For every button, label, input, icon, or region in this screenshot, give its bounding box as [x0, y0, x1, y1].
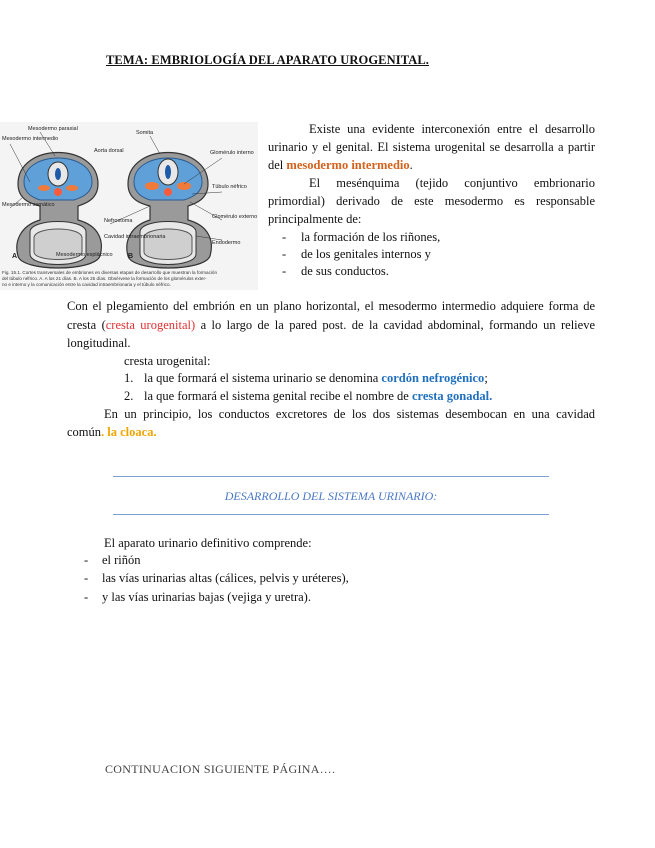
label-endodermo: Endodermo	[212, 240, 241, 246]
section-title: DESARROLLO DEL SISTEMA URINARIO:	[224, 489, 438, 503]
embryo-figure	[0, 122, 258, 290]
highlight-cresta-gonadal: cresta gonadal.	[411, 389, 493, 403]
embryo-cross-section-illustration	[0, 122, 258, 290]
label-mesodermo-paraxial: Mesodermo paraxial	[28, 126, 78, 132]
figure-caption-line: no e interno y la comunicación entre la cavidad intraembrionaria y el túbulo néfrico.	[2, 282, 171, 287]
intro-line: Existe una evidente interconexión entre el desarrollo	[309, 122, 595, 136]
body-line: Con el plegamiento del embrión en un plano horizontal, el mesodermo intermedio adquiere forma de	[67, 299, 595, 313]
divider-top	[113, 476, 549, 477]
list-item: - de sus conductos.	[282, 264, 389, 278]
intro-line: primordial) derivado de este mesodermo es responsable	[268, 194, 595, 208]
continuation-note: CONTINUACION SIGUIENTE PÁGINA….	[105, 762, 336, 776]
intro-line: del mesodermo intermedio.	[268, 158, 413, 172]
divider-bottom	[113, 514, 549, 515]
label-mesodermo-intermedio: Mesodermo intermedio	[2, 136, 59, 142]
label-mesodermo-esplacnico: Mesodermo esplácnico	[56, 252, 113, 258]
intro-line: urinario y el genital. El sistema urogenital se desarrolla a partir	[268, 140, 595, 154]
list-heading: cresta urogenital:	[124, 354, 211, 368]
body-line: común. la cloaca.	[67, 425, 157, 439]
highlight-mesodermo-intermedio: mesodermo intermedio	[286, 158, 410, 172]
list-item: - las vías urinarias altas (cálices, pelvis y uréteres),	[84, 571, 349, 585]
numbered-item: 2. la que formará el sistema genital recibe el nombre de cresta gonadal.	[124, 389, 493, 403]
body-line: En un principio, los conductos excretores de los dos sistemas desembocan en una cavidad	[104, 407, 595, 421]
label-panel-b: B	[128, 253, 134, 260]
label-cavidad-intraembrionaria: Cavidad intraembrionaria	[104, 234, 166, 240]
highlight-cordon-nefrogenico: cordón nefrogénico	[381, 371, 485, 385]
list-item: - y las vías urinarias bajas (vejiga y uretra).	[84, 590, 311, 604]
intro-line: El mesénquima (tejido conjuntivo embrionario	[309, 176, 595, 190]
label-somita: Somita	[136, 130, 154, 136]
list-item: - el riñón	[84, 553, 141, 567]
label-mesodermo-somatico: Mesodermo somático	[2, 202, 55, 208]
body-line: longitudinal.	[67, 336, 131, 350]
label-aorta-dorsal: Aorta dorsal	[94, 148, 124, 154]
figure-caption-line: Fig. 15.1. Cortes transversales de embriones en diversas etapas de desarrollo que muestran la formación	[2, 270, 217, 275]
page-title: TEMA: EMBRIOLOGÍA DEL APARATO UROGENITAL.	[106, 53, 430, 67]
figure-caption-line: del túbulo néfrico. A. A los 21 días. B. A los 25 días. Obsérvese la formación de los glomérulos exter-	[2, 276, 207, 281]
list-item: - de los genitales internos y	[282, 247, 431, 261]
label-panel-a: A	[12, 253, 18, 260]
numbered-item: 1. la que formará el sistema urinario se denomina cordón nefrogénico;	[124, 371, 488, 385]
body-line: cresta (cresta urogenital) a lo largo de la pared post. de la cavidad abdominal, formando un relieve	[67, 318, 595, 332]
intro-line: principalmente de:	[268, 212, 362, 226]
highlight-cloaca: . la cloaca.	[101, 425, 157, 439]
label-glomerulo-interno: Glomérulo interno	[210, 150, 254, 156]
label-tubulo-nefrico: Túbulo néfrico	[212, 184, 247, 190]
list-item: - la formación de los riñones,	[282, 230, 441, 244]
label-glomerulo-externo: Glomérulo externo	[212, 214, 258, 220]
label-nefrostoma: Nefrostoma	[104, 218, 133, 224]
highlight-cresta-urogenital: cresta urogenital)	[105, 318, 196, 332]
body-line: El aparato urinario definitivo comprende:	[104, 536, 312, 550]
